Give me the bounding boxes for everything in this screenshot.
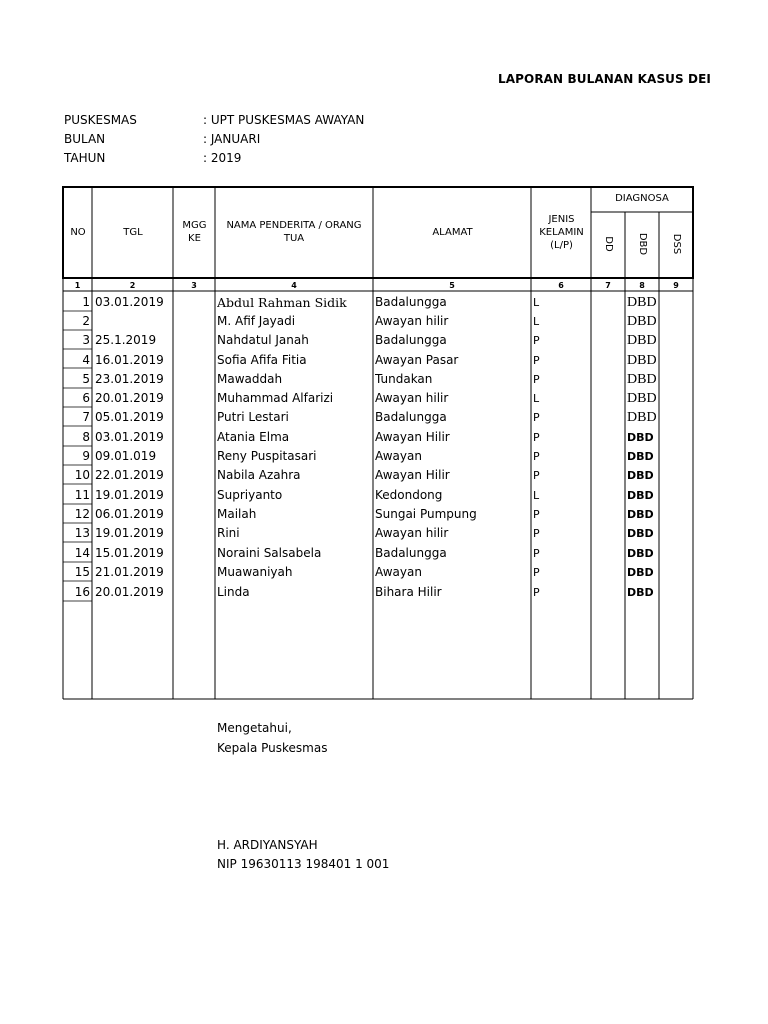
cell-tgl: 20.01.2019 [95, 391, 164, 405]
cell-nama: Linda [217, 585, 250, 599]
table-row [0, 505, 768, 524]
cell-dbd: DBD [627, 508, 654, 521]
cell-nama: Abdul Rahman Sidik [217, 295, 347, 310]
header-dss: DSS [671, 233, 682, 255]
table-row [0, 544, 768, 563]
col-number: 7 [605, 281, 611, 290]
cell-alamat: Awayan hilir [375, 526, 449, 540]
cell-jk: P [533, 566, 540, 579]
cell-dbd: DBD [627, 450, 654, 463]
cell-nama: Supriyanto [217, 488, 283, 502]
cell-dbd: DBD [627, 431, 654, 444]
cell-jk: P [533, 586, 540, 599]
col-number: 5 [449, 281, 455, 290]
header-dbd: DBD [637, 232, 648, 256]
cell-jk: P [533, 373, 540, 386]
cell-tgl: 05.01.2019 [95, 410, 164, 424]
table-row [0, 447, 768, 466]
signature-acknowledged: Mengetahui, [217, 721, 292, 735]
meta-tahun-value: : 2019 [203, 151, 242, 165]
cell-jk: P [533, 469, 540, 482]
cell-no: 7 [82, 410, 90, 424]
cell-nama: Noraini Salsabela [217, 546, 322, 560]
cell-tgl: 22.01.2019 [95, 468, 164, 482]
meta-bulan-value: : JANUARI [203, 132, 261, 146]
cell-no: 2 [82, 314, 90, 328]
cell-jk: P [533, 431, 540, 444]
report-title: LAPORAN BULANAN KASUS DEI [498, 72, 711, 86]
header-diagnosa: DIAGNOSA [615, 193, 669, 204]
cell-no: 12 [74, 507, 90, 521]
table-row [0, 389, 768, 408]
cell-nama: Reny Puspitasari [217, 449, 317, 463]
table-row [0, 351, 768, 370]
cell-tgl: 16.01.2019 [95, 353, 164, 367]
cell-tgl: 15.01.2019 [95, 546, 164, 560]
meta-puskesmas-value: : UPT PUSKESMAS AWAYAN [203, 113, 365, 127]
cell-no: 8 [82, 430, 90, 444]
cell-alamat: Bihara Hilir [375, 585, 442, 599]
cell-tgl: 09.01.019 [95, 449, 157, 463]
cell-alamat: Sungai Pumpung [375, 507, 477, 521]
meta-tahun-label: TAHUN [64, 151, 106, 165]
table-row [0, 583, 768, 602]
table-row [0, 370, 768, 389]
cell-alamat: Tundakan [375, 372, 433, 386]
cell-no: 15 [74, 565, 90, 579]
cell-no: 16 [74, 585, 90, 599]
signature-name: H. ARDIYANSYAH [217, 838, 318, 852]
signature-position: Kepala Puskesmas [217, 741, 328, 755]
table-row [0, 408, 768, 427]
cell-alamat: Badalungga [375, 333, 447, 347]
col-number: 6 [558, 281, 564, 290]
cell-dbd: DBD [627, 314, 657, 329]
signature-nip: NIP 19630113 198401 1 001 [217, 857, 390, 871]
cell-jk: L [533, 489, 540, 502]
cell-nama: Muawaniyah [217, 565, 293, 579]
cell-jk: L [533, 296, 540, 309]
table-row [0, 524, 768, 543]
cell-no: 11 [74, 488, 90, 502]
cell-nama: M. Afif Jayadi [217, 314, 296, 328]
table-row [0, 428, 768, 447]
header-jenis-kelamin: JENIS KELAMIN (L/P) [539, 214, 584, 251]
cell-nama: Mailah [217, 507, 257, 521]
cell-jk: P [533, 334, 540, 347]
meta-puskesmas-label: PUSKESMAS [64, 113, 137, 127]
cell-nama: Nahdatul Janah [217, 333, 309, 347]
table-row [0, 331, 768, 350]
cell-tgl: 25.1.2019 [95, 333, 157, 347]
header-no: NO [70, 227, 86, 238]
cell-nama: Putri Lestari [217, 410, 289, 424]
cell-jk: P [533, 527, 540, 540]
cell-nama: Atania Elma [217, 430, 290, 444]
cell-alamat: Badalungga [375, 546, 447, 560]
cell-nama: Rini [217, 526, 240, 540]
col-number: 3 [191, 281, 197, 290]
cell-tgl [95, 312, 171, 331]
cell-no: 14 [74, 546, 90, 560]
cell-dbd: DBD [627, 527, 654, 540]
cell-jk: P [533, 411, 540, 424]
cell-dbd: DBD [627, 489, 654, 502]
cell-tgl: 03.01.2019 [95, 295, 164, 309]
cell-tgl: 06.01.2019 [95, 507, 164, 521]
cell-alamat: Awayan hilir [375, 391, 449, 405]
table-row [0, 486, 768, 505]
header-tgl: TGL [123, 227, 143, 238]
cell-no: 9 [82, 449, 90, 463]
cell-alamat: Badalungga [375, 410, 447, 424]
cell-tgl: 20.01.2019 [95, 585, 164, 599]
col-number: 2 [129, 281, 136, 290]
cell-jk: P [533, 354, 540, 367]
cell-nama: Muhammad Alfarizi [217, 391, 334, 405]
cell-dbd: DBD [627, 547, 654, 560]
col-number: 1 [74, 281, 81, 290]
cell-dbd: DBD [627, 391, 657, 406]
cell-no: 10 [74, 468, 90, 482]
cell-nama: Mawaddah [217, 372, 283, 386]
col-number: 8 [639, 281, 645, 290]
cell-tgl: 21.01.2019 [95, 565, 164, 579]
cell-tgl: 19.01.2019 [95, 488, 164, 502]
cell-dbd: DBD [627, 566, 654, 579]
cell-dbd: DBD [627, 372, 657, 387]
cell-no: 4 [82, 353, 90, 367]
cell-jk: P [533, 508, 540, 521]
cell-alamat: Awayan hilir [375, 314, 449, 328]
cell-alamat: Badalungga [375, 295, 447, 309]
cell-no: 3 [82, 333, 90, 347]
cell-no: 5 [82, 372, 90, 386]
cell-alamat: Awayan [375, 565, 422, 579]
cell-jk: L [533, 315, 540, 328]
cell-no: 13 [74, 526, 90, 540]
cell-tgl: 23.01.2019 [95, 372, 164, 386]
cell-alamat: Kedondong [375, 488, 443, 502]
header-nama: NAMA PENDERITA / ORANG TUA [226, 220, 362, 244]
table-row [0, 466, 768, 485]
table-row [0, 563, 768, 582]
table-row [0, 312, 768, 331]
cell-dbd: DBD [627, 295, 657, 310]
cell-alamat: Awayan Pasar [375, 353, 459, 367]
cell-jk: P [533, 450, 540, 463]
col-number: 4 [291, 281, 297, 290]
cell-no: 6 [82, 391, 90, 405]
cell-jk: L [533, 392, 540, 405]
cell-dbd: DBD [627, 469, 654, 482]
cell-dbd: DBD [627, 586, 654, 599]
cell-dbd: DBD [627, 333, 657, 348]
col-number: 9 [673, 281, 679, 290]
cell-alamat: Awayan Hilir [375, 468, 450, 482]
cell-nama: Nabila Azahra [217, 468, 301, 482]
cell-tgl: 03.01.2019 [95, 430, 164, 444]
meta-bulan-label: BULAN [64, 132, 106, 146]
cell-tgl: 19.01.2019 [95, 526, 164, 540]
cell-nama: Sofia Afifa Fitia [217, 353, 307, 367]
cell-alamat: Awayan [375, 449, 422, 463]
cell-alamat: Awayan Hilir [375, 430, 450, 444]
header-mgg: MGG KE [182, 220, 207, 244]
header-dd: DD [603, 236, 614, 252]
cell-no: 1 [82, 295, 90, 309]
header-alamat: ALAMAT [432, 227, 473, 238]
cell-dbd: DBD [627, 410, 657, 425]
cell-jk: P [533, 547, 540, 560]
table-row [0, 293, 768, 312]
cell-dbd: DBD [627, 353, 657, 368]
